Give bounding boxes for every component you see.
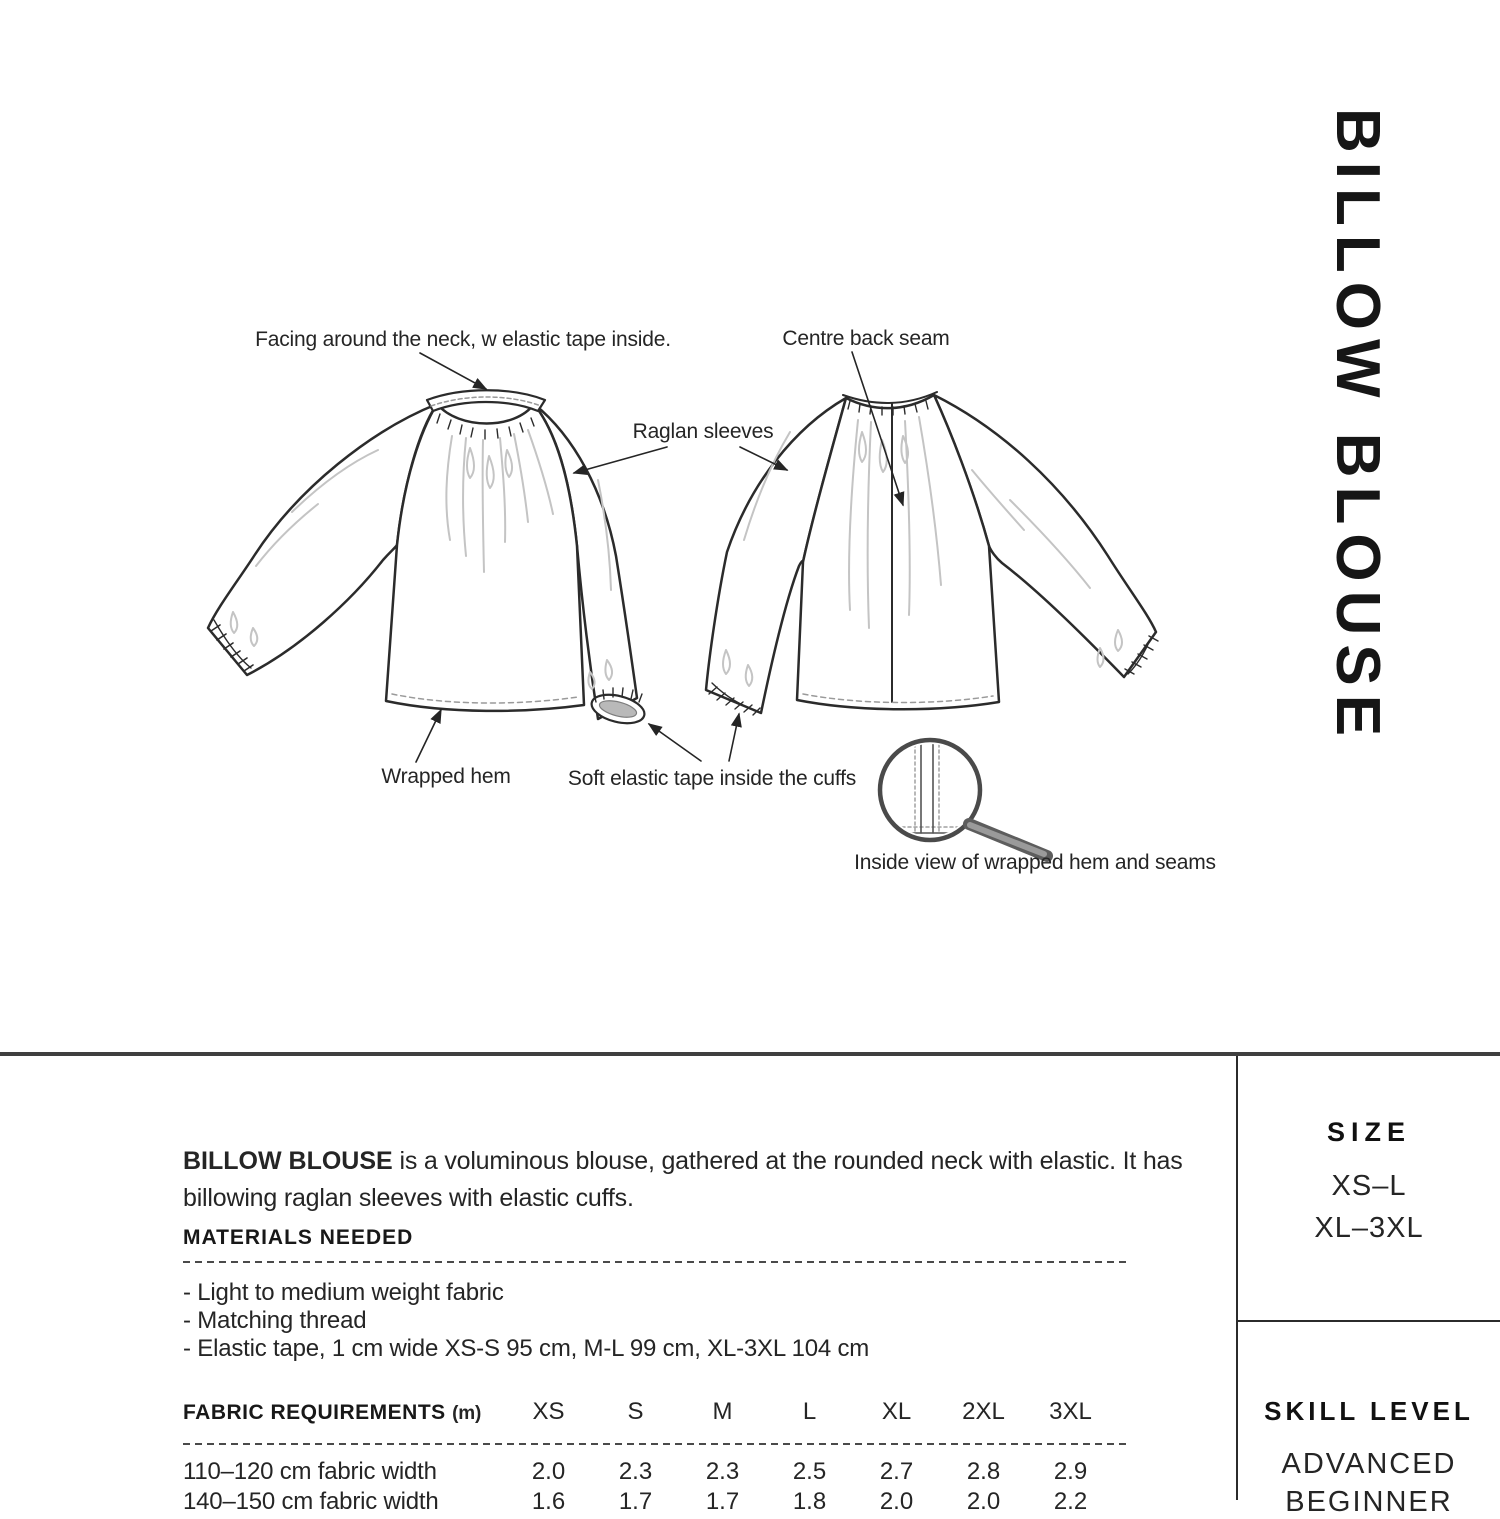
fabric-value: 2.8 bbox=[966, 1458, 1001, 1485]
annotation-raglan-sleeves: Raglan sleeves bbox=[632, 420, 774, 443]
size-column-header: M bbox=[712, 1398, 733, 1425]
size-column-header: XL bbox=[881, 1398, 912, 1425]
description-paragraph bbox=[183, 1143, 1198, 1217]
size-range-2: XL–3XL bbox=[1314, 1212, 1424, 1244]
annotation-cuff-elastic: Soft elastic tape inside the cuffs bbox=[567, 767, 857, 790]
fabric-value: 1.7 bbox=[618, 1488, 653, 1515]
size-column-header: S bbox=[627, 1398, 644, 1425]
fabric-value: 2.3 bbox=[705, 1458, 740, 1485]
materials-item: - Light to medium weight fabric bbox=[183, 1279, 504, 1306]
size-column-header: XS bbox=[532, 1398, 565, 1425]
fabric-value: 1.7 bbox=[705, 1488, 740, 1515]
fabric-value: 2.0 bbox=[966, 1488, 1001, 1515]
skill-level-line-1: ADVANCED bbox=[1281, 1448, 1457, 1480]
fabric-heading bbox=[183, 1398, 505, 1426]
fabric-value: 1.8 bbox=[792, 1488, 827, 1515]
fabric-value: 2.0 bbox=[879, 1488, 914, 1515]
fabric-value: 2.9 bbox=[1053, 1458, 1088, 1485]
materials-heading: MATERIALS NEEDED bbox=[183, 1226, 414, 1249]
magnifier-icon bbox=[880, 740, 1047, 856]
materials-divider bbox=[183, 1261, 1131, 1263]
fabric-row-label: 140–150 cm fabric width bbox=[183, 1488, 439, 1515]
fabric-row-label: 110–120 cm fabric width bbox=[183, 1458, 437, 1485]
skill-level-line-2: BEGINNER bbox=[1285, 1486, 1453, 1518]
annotation-wrapped-hem: Wrapped hem bbox=[381, 765, 511, 788]
fabric-table-row bbox=[183, 1488, 1135, 1516]
fabric-value: 2.3 bbox=[618, 1458, 653, 1485]
description-text: is a voluminous blouse, gathered at the rounded neck with elastic. It has billowing raglan sleeves with elastic cuffs. bbox=[183, 1147, 1183, 1212]
fabric-value: 2.7 bbox=[879, 1458, 914, 1485]
size-column-header: L bbox=[802, 1398, 817, 1425]
fabric-unit: (m) bbox=[452, 1403, 482, 1424]
annotation-centre-back-seam: Centre back seam bbox=[782, 327, 950, 350]
back-view-drawing bbox=[706, 392, 1158, 715]
fabric-table-row bbox=[183, 1458, 1135, 1486]
size-range-1: XS–L bbox=[1331, 1170, 1407, 1202]
fabric-divider bbox=[183, 1443, 1131, 1445]
materials-item: - Matching thread bbox=[183, 1307, 367, 1334]
description-lead: BILLOW BLOUSE bbox=[183, 1147, 393, 1175]
page-title-vertical: BILLOW BLOUSE bbox=[1323, 108, 1392, 746]
fabric-value: 2.2 bbox=[1053, 1488, 1088, 1515]
front-view-drawing bbox=[208, 390, 647, 728]
size-column-header: 2XL bbox=[962, 1398, 1005, 1425]
size-heading: SIZE bbox=[1326, 1117, 1411, 1147]
annotation-inside-view: Inside view of wrapped hem and seams bbox=[854, 851, 1216, 874]
fabric-heading-text: FABRIC REQUIREMENTS bbox=[183, 1401, 446, 1424]
materials-list bbox=[183, 1279, 869, 1363]
annotation-neck-facing: Facing around the neck, w elastic tape inside. bbox=[255, 328, 671, 351]
fabric-header-row bbox=[183, 1398, 1135, 1426]
fabric-value: 1.6 bbox=[531, 1488, 566, 1515]
skill-level-heading: SKILL LEVEL bbox=[1264, 1396, 1474, 1426]
sidebar-section-divider bbox=[1238, 1320, 1500, 1322]
fabric-value: 2.0 bbox=[531, 1458, 566, 1485]
materials-item: - Elastic tape, 1 cm wide XS-S 95 cm, M-L 99 cm, XL-3XL 104 cm bbox=[183, 1335, 870, 1362]
section-divider-rule bbox=[0, 1052, 1500, 1056]
size-column-header: 3XL bbox=[1049, 1398, 1092, 1425]
fabric-value: 2.5 bbox=[792, 1458, 827, 1485]
